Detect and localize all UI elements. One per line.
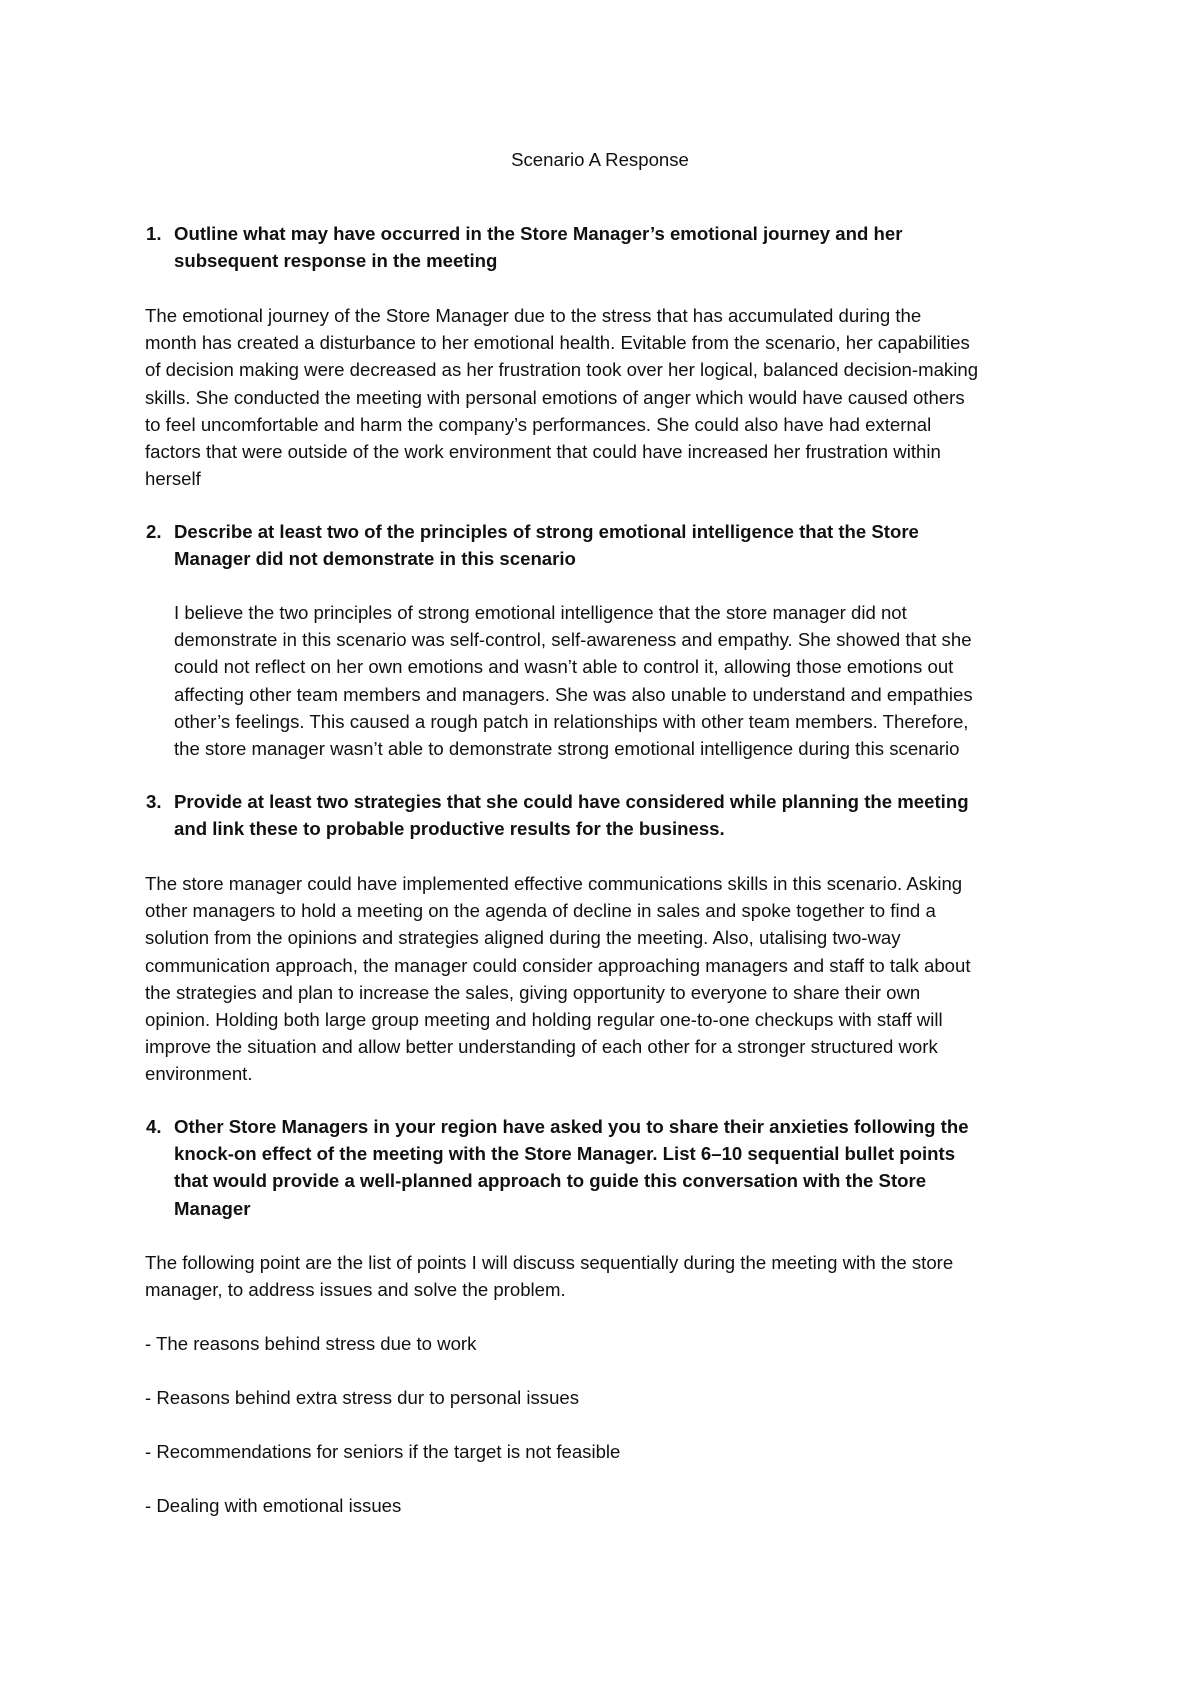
answer-2-paragraph: [174, 599, 1074, 762]
answer-line: skills. She conducted the meeting with personal emotions of anger which would have caused others: [145, 386, 965, 408]
answer-line: month has created a disturbance to her emotional health. Evitable from the scenario, her capabilities: [145, 332, 970, 354]
answer-line: affecting other team members and managers. She was also unable to understand and empathies: [174, 683, 973, 705]
answer-line: the strategies and plan to increase the sales, giving opportunity to everyone to share their own: [145, 981, 921, 1003]
answer-line: communication approach, the manager could consider approaching managers and staff to talk about: [145, 954, 971, 976]
list-item: - The reasons behind stress due to work: [145, 1333, 477, 1354]
question-line: that would provide a well-planned approach to guide this conversation with the Store: [174, 1170, 927, 1192]
question-2: [146, 518, 1054, 572]
list-item: - Reasons behind extra stress dur to personal issues: [145, 1387, 580, 1408]
answer-4-paragraph: [145, 1249, 1065, 1303]
answer-line: herself: [145, 468, 201, 490]
answer-line: opinion. Holding both large group meeting and holding regular one-to-one checkups with staff will: [145, 1009, 943, 1031]
answer-3-paragraph: [145, 870, 1065, 1088]
question-line: and link these to probable productive results for the business.: [174, 818, 725, 840]
question-4: [146, 1113, 1054, 1222]
question-number: 2.: [146, 521, 162, 542]
question-line: subsequent response in the meeting: [174, 250, 498, 272]
question-line: Manager: [174, 1197, 251, 1219]
question-3: [146, 788, 1054, 842]
question-line: Other Store Managers in your region have asked you to share their anxieties following the: [174, 1116, 969, 1137]
document-title: Scenario A Response: [511, 149, 689, 170]
question-line: Describe at least two of the principles of strong emotional intelligence that the Store: [174, 521, 919, 542]
answer-line: other’s feelings. This caused a rough patch in relationships with other team members. Therefore,: [174, 710, 969, 732]
answer-1-paragraph: [145, 302, 1065, 492]
question-line: Outline what may have occurred in the Store Manager’s emotional journey and her: [174, 223, 903, 244]
question-number: 3.: [146, 791, 162, 812]
list-item: - Dealing with emotional issues: [145, 1495, 402, 1516]
answer-line: solution from the opinions and strategies aligned during the meeting. Also, utalising two-way: [145, 927, 901, 949]
question-line: knock-on effect of the meeting with the Store Manager. List 6–10 sequential bullet points: [174, 1143, 956, 1165]
answer-line: environment.: [145, 1063, 253, 1085]
question-line: Provide at least two strategies that she could have considered while planning the meeting: [174, 791, 969, 812]
question-line: Manager did not demonstrate in this scenario: [174, 548, 576, 570]
question-number: 1.: [146, 223, 162, 244]
answer-line: improve the situation and allow better understanding of each other for a stronger structured work: [145, 1036, 938, 1058]
answer-line: could not reflect on her own emotions and wasn’t able to control it, allowing those emotions out: [174, 656, 954, 678]
list-item: - Recommendations for seniors if the target is not feasible: [145, 1441, 621, 1462]
answer-line: factors that were outside of the work environment that could have increased her frustration within: [145, 441, 941, 463]
answer-line: The store manager could have implemented effective communications skills in this scenario. Asking: [145, 873, 963, 894]
question-1: [146, 220, 1054, 274]
answer-line: of decision making were decreased as her frustration took over her logical, balanced decision-making: [145, 359, 979, 381]
answer-line: The following point are the list of points I will discuss sequentially during the meeting with the store: [145, 1252, 954, 1273]
question-number: 4.: [146, 1116, 162, 1137]
answer-line: the store manager wasn’t able to demonstrate strong emotional intelligence during this scenario: [174, 738, 960, 760]
answer-line: I believe the two principles of strong emotional intelligence that the store manager did not: [174, 602, 907, 623]
answer-line: to feel uncomfortable and harm the company’s performances. She could also have had external: [145, 413, 932, 435]
answer-line: demonstrate in this scenario was self-control, self-awareness and empathy. She showed that she: [174, 629, 972, 651]
answer-line: The emotional journey of the Store Manager due to the stress that has accumulated during the: [145, 305, 922, 326]
answer-line: other managers to hold a meeting on the agenda of decline in sales and spoke together to find a: [145, 900, 936, 922]
answer-line: manager, to address issues and solve the problem.: [145, 1279, 566, 1301]
